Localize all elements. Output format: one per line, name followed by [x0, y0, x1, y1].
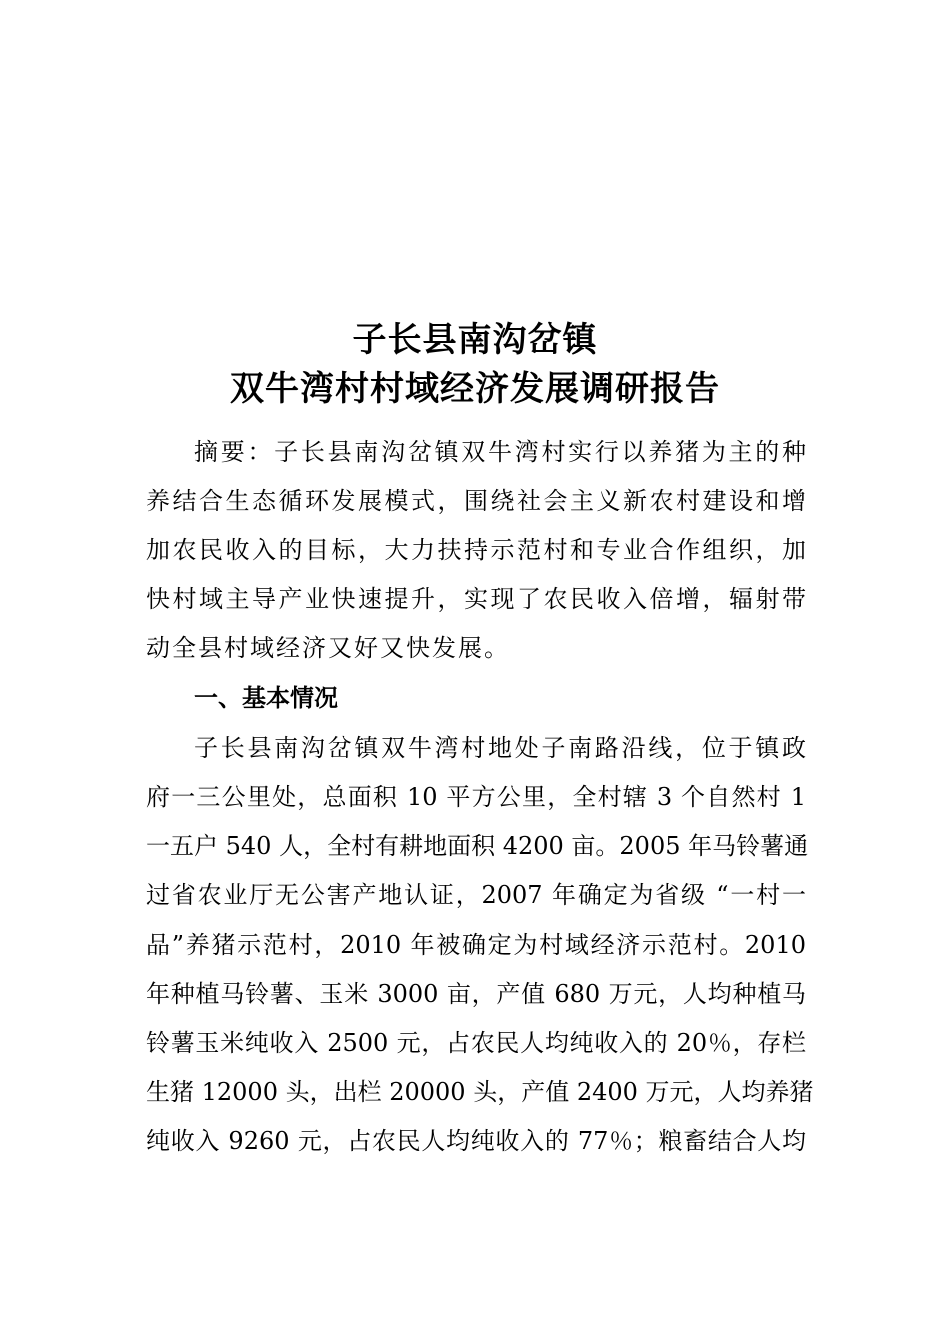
body-line: 纯收入 9260 元，占农民人均纯收入的 77％；粮畜结合人均	[146, 1127, 806, 1155]
body-line: 铃薯玉米纯收入 2500 元，占农民人均纯收入的 20％，存栏	[146, 1029, 806, 1057]
abstract-line: 摘要：子长县南沟岔镇双牛湾村实行以养猪为主的种	[194, 438, 806, 466]
body-line: 一五户 540 人，全村有耕地面积 4200 亩。2005 年马铃薯通	[146, 832, 809, 860]
body-line: 年种植马铃薯、玉米 3000 亩，产值 680 万元，人均种植马	[146, 980, 806, 1008]
body-line: 府一三公里处，总面积 10 平方公里，全村辖 3 个自然村 1	[146, 783, 806, 811]
section-heading: 一、基本情况	[194, 684, 338, 712]
body-line: 生猪 12000 头，出栏 20000 头，产值 2400 万元，人均养猪	[146, 1078, 814, 1106]
abstract-line: 加农民收入的目标，大力扶持示范村和专业合作组织，加	[146, 536, 806, 564]
body-line: 品”养猪示范村，2010 年被确定为村域经济示范村。2010	[146, 931, 806, 959]
document-title-line-2: 双牛湾村村域经济发展调研报告	[230, 369, 720, 409]
abstract-line: 养结合生态循环发展模式，围绕社会主义新农村建设和增	[146, 487, 806, 515]
body-line: 子长县南沟岔镇双牛湾村地处子南路沿线，位于镇政	[194, 734, 806, 762]
body-line: 过省农业厅无公害产地认证，2007 年确定为省级 “一村一	[146, 881, 806, 909]
abstract-line: 快村域主导产业快速提升，实现了农民收入倍增，辐射带	[146, 585, 806, 613]
abstract-line: 动全县村域经济又好又快发展。	[146, 634, 510, 662]
document-title-line-1: 子长县南沟岔镇	[352, 320, 598, 360]
